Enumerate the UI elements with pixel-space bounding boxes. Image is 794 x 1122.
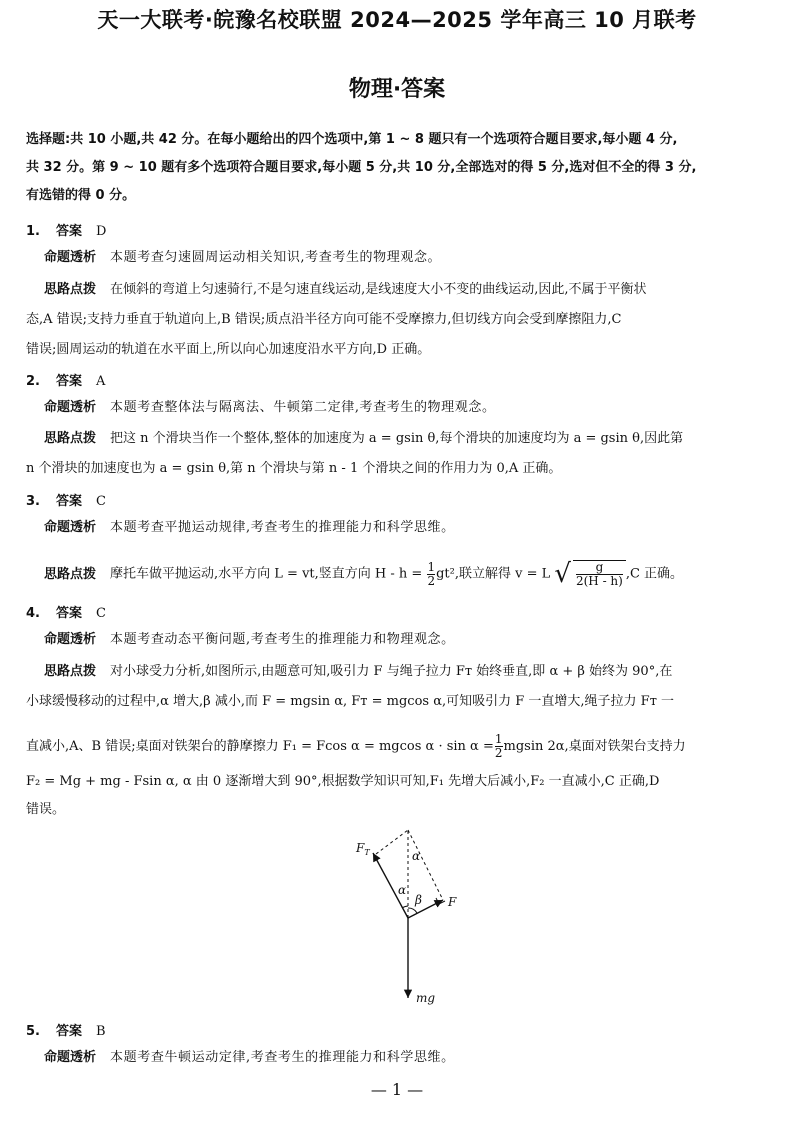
analysis-label: 命题透析 (44, 632, 97, 647)
mg-label: mg (416, 991, 436, 1005)
hint-text: 对小球受力分析,如图所示,由题意可知,吸引力 F 与绳子拉力 Fᴛ 始终垂直,即 α + β 始终为 90°,在 (110, 664, 673, 679)
question-4-answer (26, 602, 106, 621)
analysis-text: 本题考查动态平衡问题,考查考生的推理能力和物理观念。 (110, 632, 455, 647)
question-3-hint (44, 560, 774, 588)
answer-label: 答案 (56, 374, 83, 389)
page-number: — 1 — (370, 1080, 424, 1099)
question-2-analysis (44, 398, 774, 418)
section-intro (26, 126, 774, 210)
fraction-denominator: 2 (494, 746, 503, 760)
question-number: 3. (26, 494, 40, 509)
analysis-label: 命题透析 (44, 400, 97, 415)
hint-label: 思路点拨 (44, 282, 97, 297)
question-number: 1. (26, 224, 40, 239)
dashed-diagonal-line (408, 830, 443, 900)
dashed-top-line (376, 830, 408, 854)
question-number: 2. (26, 374, 40, 389)
question-1-answer (26, 220, 106, 239)
hint-text: 摩托车做平抛运动,水平方向 L = vt,竖直方向 H - h = (110, 566, 423, 582)
answer-label: 答案 (56, 1024, 83, 1039)
intro-line: 有选错的得 0 分。 (26, 188, 136, 203)
hint-text: gt²,联立解得 v = L (436, 566, 551, 582)
question-number: 5. (26, 1024, 40, 1039)
answer-choice: C (96, 494, 106, 509)
hint-text: 把这 n 个滑块当作一个整体,整体的加速度为 a = gsin θ,每个滑块的加速度均为 a = gsin θ,因此第 (110, 431, 684, 446)
alpha-top-label: α (412, 849, 421, 863)
question-5-answer (26, 1020, 106, 1039)
ft-label: $F_T$ (356, 841, 370, 857)
question-2-answer (26, 370, 105, 389)
alpha-label: α (398, 883, 407, 897)
fraction-one-half (495, 733, 503, 760)
beta-arc (408, 908, 417, 913)
answer-choice: B (96, 1024, 106, 1039)
analysis-label: 命题透析 (44, 1050, 97, 1065)
question-5-analysis (44, 1048, 774, 1068)
f-label: F (448, 895, 457, 909)
question-number: 4. (26, 606, 40, 621)
hint-continuation (26, 733, 774, 760)
analysis-label: 命题透析 (44, 250, 97, 265)
beta-label: β (415, 893, 422, 907)
answer-label: 答案 (56, 606, 83, 621)
question-1-hint (44, 280, 774, 300)
force-diagram (340, 820, 480, 1010)
fraction-denominator: 2 (427, 573, 436, 588)
hint-text: mgsin 2α,桌面对铁架台支持力 (503, 739, 686, 754)
intro-line: 共 32 分。第 9 ~ 10 题有多个选项符合题目要求,每小题 5 分,共 10 分,全部选对的得 5 分,选对但不全的得 3 分, (26, 160, 697, 175)
analysis-text: 本题考查平抛运动规律,考查考生的推理能力和科学思维。 (110, 520, 455, 535)
sqrt-expression (573, 560, 626, 588)
hint-text: ,C 正确。 (625, 566, 684, 582)
analysis-label: 命题透析 (44, 520, 97, 535)
hint-text: 直减小,A、B 错误;桌面对铁架台的静摩擦力 F₁ = Fcos α = mgcos α · sin α = (26, 739, 494, 754)
fraction-numerator: 1 (427, 559, 436, 574)
answer-choice: A (96, 374, 106, 389)
hint-continuation: 小球缓慢移动的过程中,α 增大,β 减小,而 F = mgsin α, Fᴛ = mgcos α,可知吸引力 F 一直增大,绳子拉力 Fᴛ 一 (26, 694, 675, 709)
question-3-answer (26, 490, 106, 509)
hint-continuation: n 个滑块的加速度也为 a = gsin θ,第 n 个滑块与第 n - 1 个滑块之间的作用力为 0,A 正确。 (26, 461, 562, 476)
analysis-text: 本题考查整体法与隔离法、牛顿第二定律,考查考生的物理观念。 (110, 400, 496, 415)
hint-label: 思路点拨 (44, 664, 97, 679)
hint-label: 思路点拨 (44, 431, 97, 446)
fraction-denominator: 2(H - h) (575, 574, 623, 588)
answer-label: 答案 (56, 224, 83, 239)
fraction-numerator: 1 (494, 732, 503, 746)
question-1-analysis (44, 248, 774, 268)
sqrt-fraction (576, 561, 623, 588)
hint-continuation: 错误;圆周运动的轨道在水平面上,所以向心加速度沿水平方向,D 正确。 (26, 342, 431, 357)
page-subtitle: 物理·答案 (348, 77, 446, 102)
hint-continuation: 态,A 错误;支持力垂直于轨道向上,B 错误;质点沿半径方向可能不受摩擦力,但切线方向会受到摩擦阻力,C (26, 312, 622, 327)
hint-continuation: F₂ = Mg + mg - Fsin α, α 由 0 逐渐增大到 90°,根据数学知识可知,F₁ 先增大后减小,F₂ 一直减小,C 正确,D (26, 774, 660, 789)
question-4-analysis (44, 630, 774, 650)
fraction-one-half (427, 561, 435, 588)
page-title: 天一大联考·皖豫名校联盟 2024—2025 学年高三 10 月联考 (97, 8, 697, 32)
intro-line: 选择题:共 10 小题,共 42 分。在每小题给出的四个选项中,第 1 ~ 8 题只有一个选项符合题目要求,每小题 4 分, (26, 132, 678, 147)
fraction-numerator: g (595, 560, 604, 574)
alpha-arc (402, 906, 408, 908)
question-4-hint (44, 662, 774, 682)
answer-choice: D (96, 224, 107, 239)
answer-label: 答案 (56, 494, 83, 509)
question-3-analysis (44, 518, 774, 538)
analysis-text: 本题考查牛顿运动定律,考查考生的推理能力和科学思维。 (110, 1050, 455, 1065)
hint-continuation: 错误。 (26, 802, 66, 817)
question-2-hint (44, 429, 774, 449)
hint-label: 思路点拨 (44, 566, 97, 582)
analysis-text: 本题考查匀速圆周运动相关知识,考查考生的物理观念。 (110, 250, 442, 265)
sqrt-icon: √ (554, 559, 571, 589)
hint-text: 在倾斜的弯道上匀速骑行,不是匀速直线运动,是线速度大小不变的曲线运动,因此,不属于平衡状 (110, 282, 647, 297)
answer-choice: C (96, 606, 106, 621)
